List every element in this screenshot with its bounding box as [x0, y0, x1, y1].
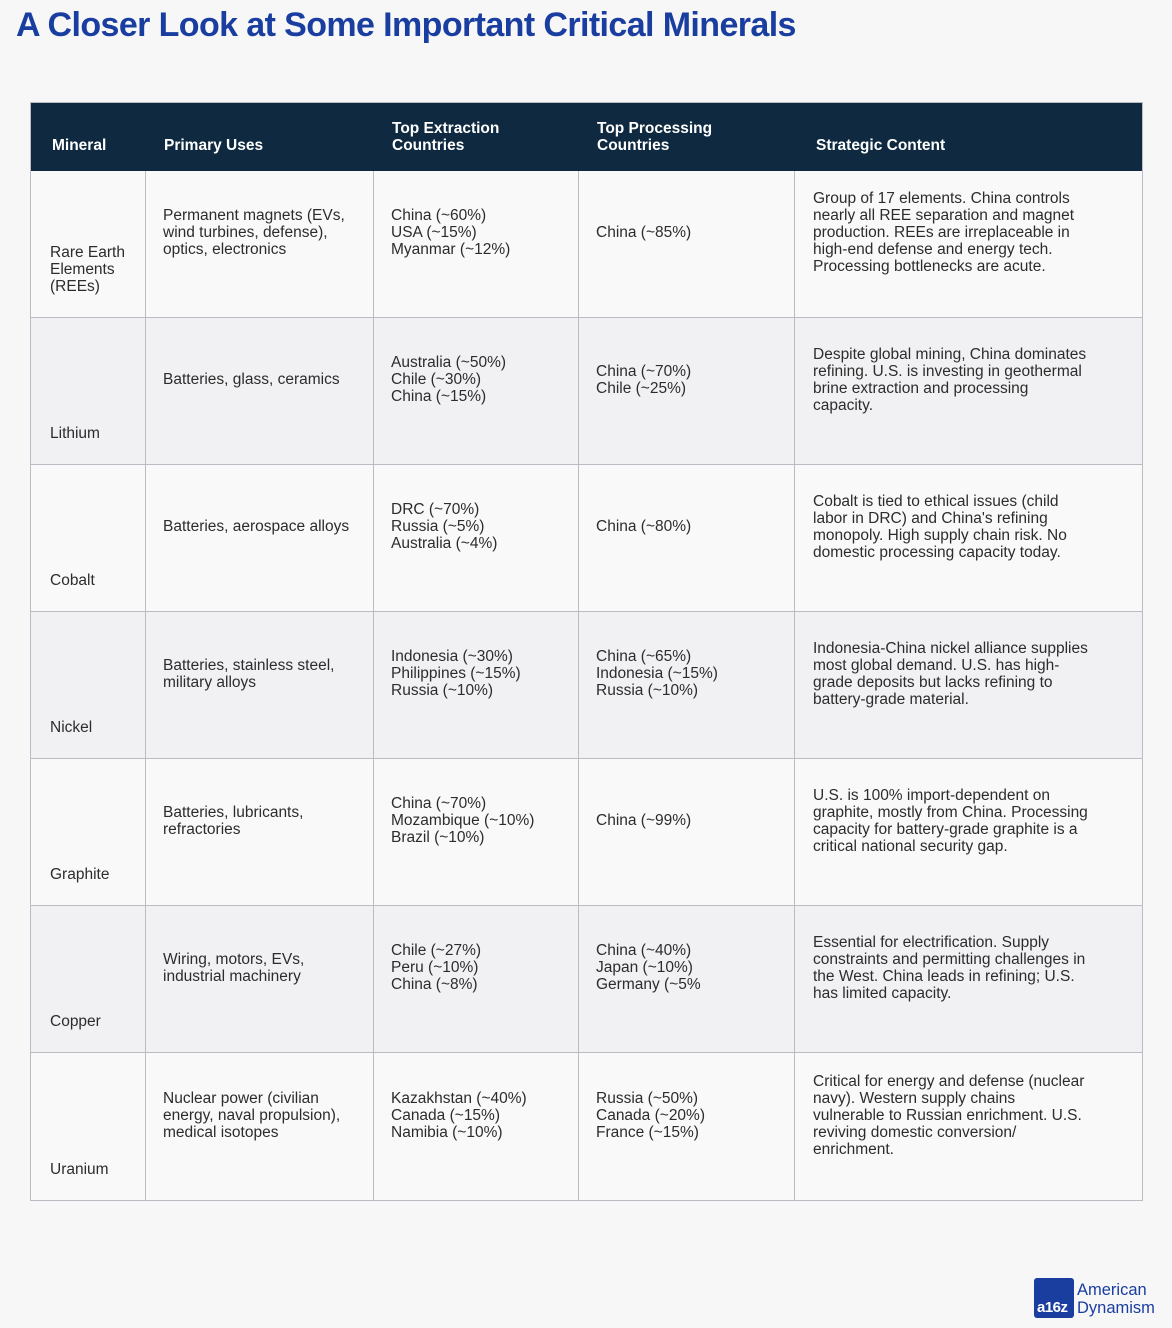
cell-mineral — [31, 318, 146, 465]
cell-strategic-content-text: U.S. is 100% import-dependent on graphite, mostly from China. Processing capacity for battery-grade graphite is a critical national security gap. — [813, 786, 1088, 855]
cell-mineral-text: Uranium — [50, 1161, 109, 1178]
cell-strategic-content — [795, 1053, 1142, 1200]
cell-mineral-text: Lithium — [50, 425, 100, 442]
cell-top-processing-text: China (~99%) — [596, 812, 692, 829]
cell-strategic-content-text: Essential for electrification. Supply constraints and permitting challenges in the West. China leads in refining; U.S. has limited capacity. — [813, 933, 1086, 1002]
cell-mineral-text: Cobalt — [50, 572, 95, 589]
cell-top-extraction-text: DRC (~70%) Russia (~5%) Australia (~4%) — [391, 501, 498, 552]
cell-top-processing-text: China (~40%) Japan (~10%) Germany (~5% — [596, 942, 701, 993]
cell-mineral-text: Graphite — [50, 866, 110, 883]
cell-top-processing — [579, 759, 795, 906]
cell-top-extraction-text: Australia (~50%) Chile (~30%) China (~15%) — [391, 354, 507, 405]
cell-primary-uses-text: Batteries, stainless steel, military alloys — [163, 656, 335, 691]
cell-top-extraction — [374, 171, 579, 318]
cell-strategic-content-text: Despite global mining, China dominates refining. U.S. is investing in geothermal brine extraction and processing capacity. — [813, 345, 1087, 414]
cell-strategic-content — [795, 906, 1142, 1053]
cell-mineral — [31, 759, 146, 906]
header-top-processing-countries: Top Processing Countries — [579, 103, 795, 171]
cell-strategic-content — [795, 465, 1142, 612]
cell-primary-uses-text: Batteries, glass, ceramics — [163, 371, 340, 388]
cell-strategic-content-text: Indonesia-China nickel alliance supplies most global demand. U.S. has high- grade deposits but lacks refining to battery-grade material. — [813, 639, 1088, 708]
cell-mineral-text: Nickel — [50, 719, 93, 736]
cell-primary-uses — [146, 1053, 374, 1200]
cell-top-extraction — [374, 906, 579, 1053]
cell-primary-uses-text: Nuclear power (civilian energy, naval propulsion), medical isotopes — [163, 1089, 341, 1141]
cell-top-extraction-text: Kazakhstan (~40%) Canada (~15%) Namibia (~10%) — [391, 1089, 527, 1141]
cell-top-processing — [579, 171, 795, 318]
minerals-table-grid — [31, 103, 1142, 1200]
cell-mineral-text: Rare Earth Elements (REEs) — [50, 244, 125, 295]
cell-top-processing-text: China (~85%) — [596, 224, 692, 241]
cell-top-processing-text: China (~65%) Indonesia (~15%) Russia (~10%) — [596, 648, 718, 699]
cell-top-processing — [579, 906, 795, 1053]
cell-top-extraction — [374, 465, 579, 612]
cell-mineral — [31, 612, 146, 759]
header-strategic-content: Strategic Content — [795, 103, 1142, 171]
cell-mineral — [31, 465, 146, 612]
cell-primary-uses — [146, 906, 374, 1053]
cell-strategic-content — [795, 171, 1142, 318]
cell-top-extraction — [374, 1053, 579, 1200]
cell-top-extraction-text: Chile (~27%) Peru (~10%) China (~8%) — [391, 942, 482, 993]
cell-top-extraction — [374, 318, 579, 465]
cell-top-extraction-text: China (~60%) USA (~15%) Myanmar (~12%) — [391, 207, 511, 258]
cell-top-processing-text: China (~80%) — [596, 518, 692, 535]
logo-line-1: American — [1077, 1281, 1147, 1299]
page-title: A Closer Look at Some Important Critical Minerals — [16, 6, 796, 44]
cell-strategic-content-text: Critical for energy and defense (nuclear navy). Western supply chains vulnerable to Russian enrichment. U.S. reviving domestic conversion/ enrichment. — [813, 1072, 1085, 1158]
cell-primary-uses-text: Wiring, motors, EVs, industrial machinery — [163, 950, 305, 985]
cell-top-extraction — [374, 759, 579, 906]
cell-strategic-content — [795, 318, 1142, 465]
cell-top-processing — [579, 318, 795, 465]
cell-top-processing — [579, 1053, 795, 1200]
cell-primary-uses-text: Batteries, lubricants, refractories — [163, 803, 304, 838]
cell-strategic-content — [795, 759, 1142, 906]
cell-mineral-text: Copper — [50, 1013, 101, 1030]
cell-primary-uses — [146, 171, 374, 318]
cell-strategic-content — [795, 612, 1142, 759]
logo-wordmark — [1077, 1278, 1155, 1317]
cell-top-extraction — [374, 612, 579, 759]
cell-top-processing — [579, 612, 795, 759]
cell-mineral — [31, 906, 146, 1053]
cell-top-extraction-text: China (~70%) Mozambique (~10%) Brazil (~10%) — [391, 795, 535, 846]
cell-strategic-content-text: Group of 17 elements. China controls nearly all REE separation and magnet production. REEs are irreplaceable in high-end defense and energy tech. Processing bottlenecks are acute. — [813, 190, 1075, 275]
header-mineral: Mineral — [31, 103, 146, 171]
cell-top-processing-text: Russia (~50%) Canada (~20%) France (~15%) — [596, 1089, 705, 1141]
header-top-extraction-countries: Top Extraction Countries — [374, 103, 579, 171]
cell-top-processing — [579, 465, 795, 612]
cell-primary-uses — [146, 318, 374, 465]
cell-primary-uses-text: Permanent magnets (EVs, wind turbines, defense), optics, electronics — [163, 207, 345, 258]
cell-top-extraction-text: Indonesia (~30%) Philippines (~15%) Russia (~10%) — [391, 648, 521, 699]
minerals-table — [30, 102, 1143, 1201]
cell-primary-uses — [146, 612, 374, 759]
a16z-logo-mark — [1034, 1278, 1074, 1318]
cell-primary-uses — [146, 465, 374, 612]
logo-line-2: Dynamism — [1077, 1299, 1155, 1317]
logo-mark-text: a16z — [1037, 1299, 1068, 1316]
cell-primary-uses-text: Batteries, aerospace alloys — [163, 518, 350, 535]
a16z-american-dynamism-logo — [1034, 1278, 1155, 1318]
cell-mineral — [31, 171, 146, 318]
cell-primary-uses — [146, 759, 374, 906]
header-primary-uses: Primary Uses — [146, 103, 374, 171]
cell-mineral — [31, 1053, 146, 1200]
cell-top-processing-text: China (~70%) Chile (~25%) — [596, 362, 692, 397]
cell-strategic-content-text: Cobalt is tied to ethical issues (child labor in DRC) and China's refining monopoly. High supply chain risk. No domestic processing capacity today. — [813, 492, 1067, 561]
